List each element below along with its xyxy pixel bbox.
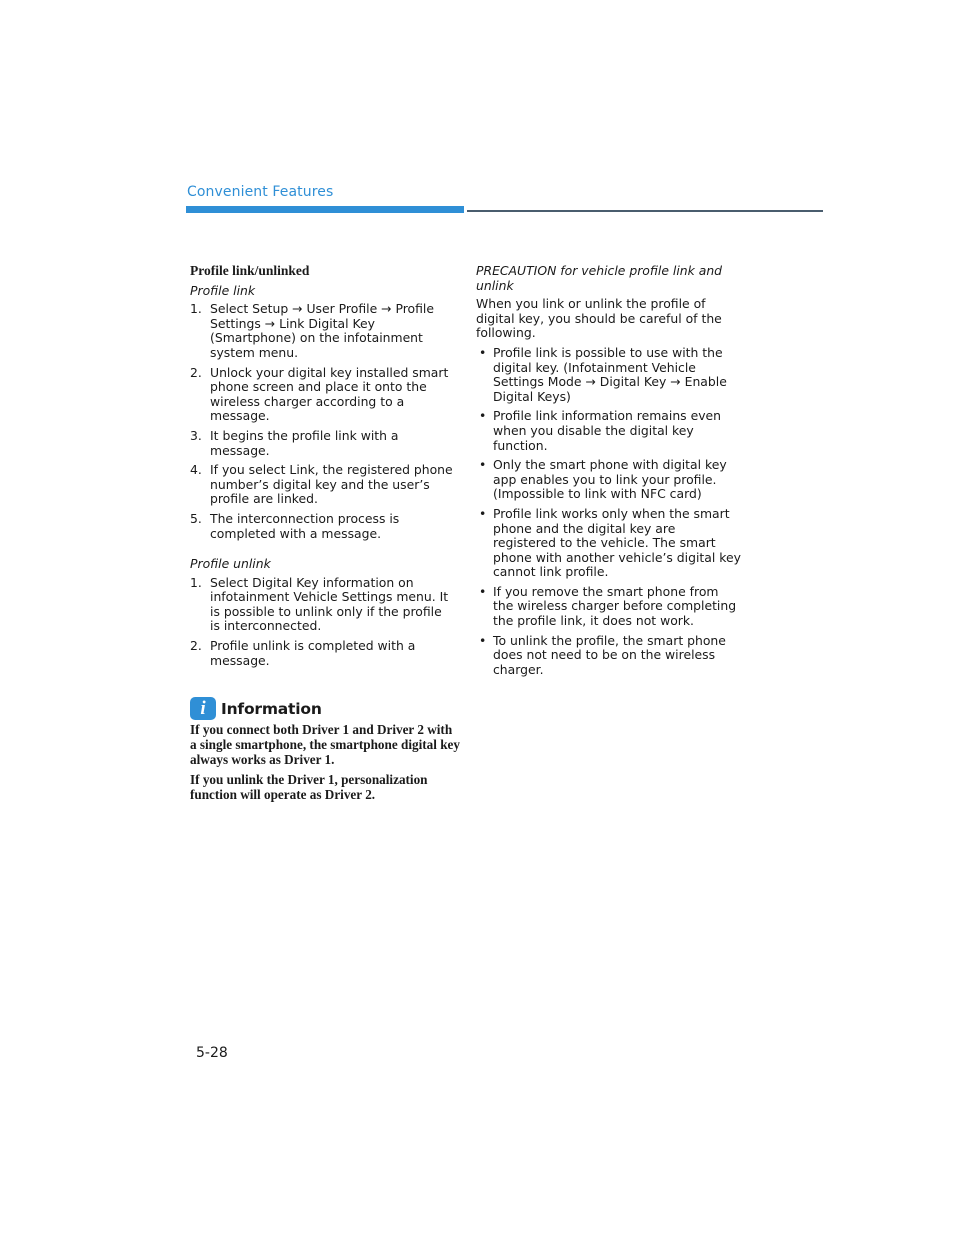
profile-link-steps <box>190 302 455 541</box>
step-number: 1. <box>190 574 202 590</box>
info-icon: i <box>190 697 216 720</box>
list-item <box>190 302 455 360</box>
step-number: 2. <box>190 638 202 654</box>
step-text: Select Digital Key information on infotainment Vehicle Settings menu. It is possible to unlink only if the profile is interconnected. <box>210 574 449 634</box>
list-item: • Only the smart phone with digital key app enables you to link your profile. (Impossible to link with NFC card) <box>476 458 741 502</box>
step-text: If you select Link, the registered phone number’s digital key and the user’s profile are linked. <box>210 462 453 507</box>
profile-unlink-subheading: Profile unlink <box>190 556 271 572</box>
step-number: 2. <box>190 364 202 380</box>
information-header <box>190 697 322 720</box>
step-text: It begins the profile link with a message. <box>210 427 399 458</box>
list-item <box>190 576 455 634</box>
step-number: 5. <box>190 510 202 526</box>
step-text: The interconnection process is completed with a message. <box>210 510 400 541</box>
left-column <box>190 264 455 673</box>
list-item <box>190 463 455 507</box>
profile-unlink-steps <box>190 576 455 669</box>
precaution-heading: PRECAUTION for vehicle profile link and unlink <box>476 263 723 293</box>
profile-link-subheading: Profile link <box>190 282 256 298</box>
list-item <box>190 512 455 541</box>
list-item <box>190 366 455 424</box>
step-number: 1. <box>190 301 202 317</box>
list-item: • To unlink the profile, the smart phone does not need to be on the wireless charger. <box>476 634 741 678</box>
list-item: • If you remove the smart phone from the wireless charger before completing the profile link, it does not work. <box>476 585 741 629</box>
header-accent-bar <box>186 206 464 213</box>
precaution-intro: When you link or unlink the profile of digital key, you should be careful of the following. <box>476 296 722 341</box>
information-paragraph: If you unlink the Driver 1, personalization function will operate as Driver 2. <box>190 772 428 802</box>
page-number: 5-28 <box>196 1045 228 1061</box>
information-paragraph: If you connect both Driver 1 and Driver 2 with a single smartphone, the smartphone digital key always works as Driver 1. <box>190 722 460 767</box>
header-rule <box>467 210 823 212</box>
list-item: • Profile link works only when the smart phone and the digital key are registered to the vehicle. The smart phone with another vehicle’s digital key cannot link profile. <box>476 507 741 580</box>
step-number: 3. <box>190 427 202 443</box>
step-text: Unlock your digital key installed smart phone screen and place it onto the wireless charger according to a message. <box>210 364 449 424</box>
list-item <box>190 429 455 458</box>
list-item: • Profile link is possible to use with the digital key. (Infotainment Vehicle Settings Mode → Digital Key → Enable Digital Keys) <box>476 346 741 404</box>
right-column <box>476 264 741 682</box>
precaution-bullets <box>476 346 741 677</box>
step-text: Profile unlink is completed with a message. <box>210 638 416 668</box>
information-body <box>190 722 460 807</box>
step-number: 4. <box>190 462 202 478</box>
list-item: • Profile link information remains even when you disable the digital key function. <box>476 409 741 453</box>
step-text: Select Setup → User Profile → Profile Settings → Link Digital Key (Smartphone) on the infotainment system menu. <box>210 301 434 360</box>
information-title: Information <box>221 699 322 718</box>
list-item <box>190 639 455 668</box>
section-heading: Profile link/unlinked <box>190 263 310 278</box>
header-section-title: Convenient Features <box>187 184 334 200</box>
